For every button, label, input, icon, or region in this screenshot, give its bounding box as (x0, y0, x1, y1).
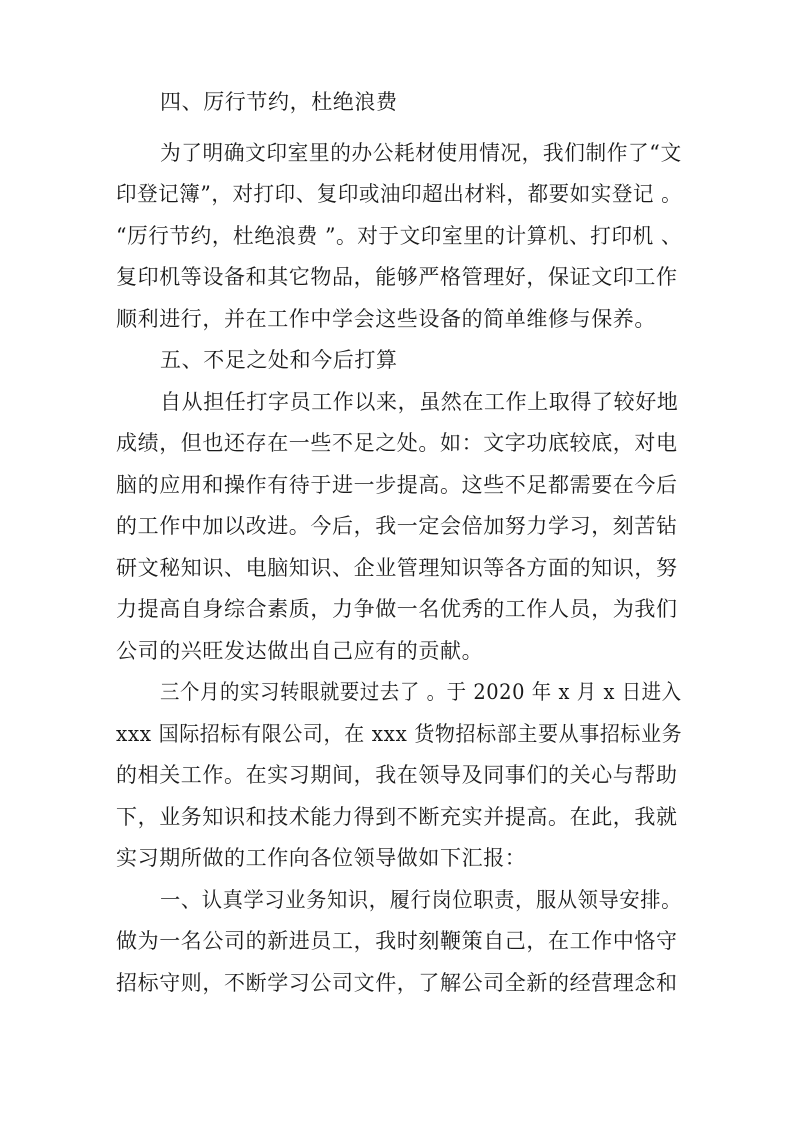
paragraph-line: 招标守则，不断学习公司文件，了解公司全新的经营理念和 (116, 971, 678, 995)
paragraph-line: 成绩，但也还存在一些不足之处。如：文字功底较底，对电 (116, 431, 678, 455)
paragraph-line: 印登记簿”，对打印、复印或油印超出材料，都要如实登记 。 (116, 182, 683, 206)
section-heading-1: 一、认真学习业务知识，履行岗位职责，服从领导安排。 (160, 888, 683, 912)
paragraph-line: 自从担任打字员工作以来，虽然在工作上取得了较好地 (160, 390, 679, 414)
paragraph-line: 顺利进行，并在工作中学会这些设备的简单维修与保养。 (116, 307, 656, 331)
paragraph-line: 做为一名公司的新进员工，我时刻鞭策自己，在工作中恪守 (116, 929, 678, 953)
section-heading-5: 五、不足之处和今后打算 (160, 348, 398, 372)
paragraph-line: 脑的应用和操作有待于进一步提高。这些不足都需要在今后 (116, 473, 678, 497)
paragraph-line: 实习期所做的工作向各位领导做如下汇报： (116, 846, 527, 870)
paragraph-line: 公司的兴旺发达做出自己应有的贡献。 (116, 639, 484, 663)
paragraph-line: 为了明确文印室里的办公耗材使用情况，我们制作了“文 (160, 141, 682, 165)
paragraph-line: 复印机等设备和其它物品，能够严格管理好，保证文印工作 (116, 265, 678, 289)
paragraph-line: 的相关工作。在实习期间，我在领导及同事们的关心与帮助 (116, 763, 678, 787)
paragraph-line: 研文秘知识、电脑知识、企业管理知识等各方面的知识，努 (116, 556, 678, 580)
paragraph-line: xxx 国际招标有限公司，在 xxx 货物招标部主要从事招标业务 (116, 722, 683, 746)
paragraph-line: 下，业务知识和技术能力得到不断充实并提高。在此，我就 (116, 805, 678, 829)
paragraph-line: 的工作中加以改进。今后，我一定会倍加努力学习，刻苦钻 (116, 514, 678, 538)
section-heading-4: 四、厉行节约，杜绝浪费 (160, 90, 398, 114)
paragraph-line: “厉行节约，杜绝浪费 ”。对于文印室里的计算机、打印机 、 (116, 224, 683, 248)
paragraph-line: 力提高自身综合素质，力争做一名优秀的工作人员，为我们 (116, 597, 678, 621)
paragraph-line: 三个月的实习转眼就要过去了 。于 2020 年 x 月 x 日进入 (160, 680, 682, 704)
